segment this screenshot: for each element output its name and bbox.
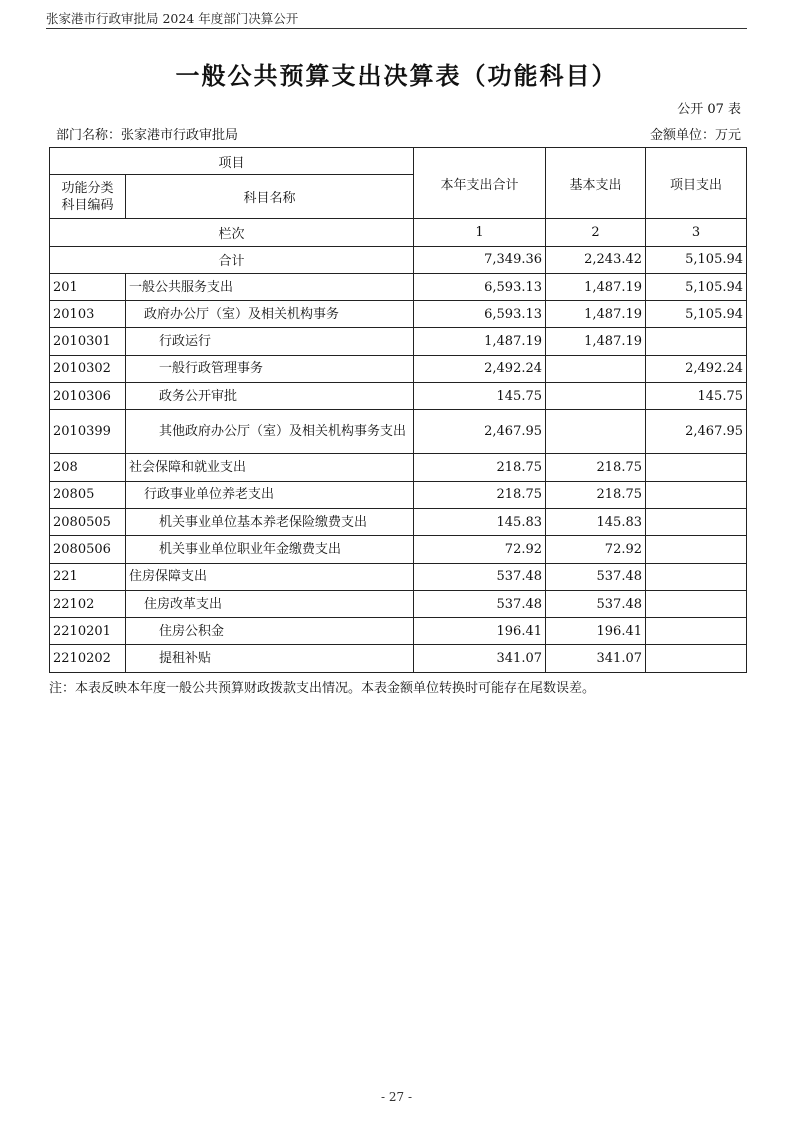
budget-table <box>49 147 747 673</box>
page-number: - 27 - <box>380 1090 412 1104</box>
row-code: 2210201 <box>50 618 126 645</box>
row-code: 2010301 <box>50 328 126 355</box>
form-number: 公开 07 表 <box>677 102 741 117</box>
row-basic: 1,487.19 <box>546 301 646 328</box>
header-code: 功能分类 科目编码 <box>50 175 126 219</box>
row-code: 2010302 <box>50 355 126 382</box>
table-row <box>50 590 747 617</box>
row-basic: 218.75 <box>546 454 646 481</box>
row-project <box>646 454 747 481</box>
table-row <box>50 410 747 454</box>
row-code: 22102 <box>50 590 126 617</box>
total-project: 5,105.94 <box>646 246 747 273</box>
header-col-2: 2 <box>546 219 646 246</box>
table-row <box>50 328 747 355</box>
row-code: 2080506 <box>50 536 126 563</box>
row-total: 196.41 <box>414 618 546 645</box>
row-name: 其他政府办公厅（室）及相关机构事务支出 <box>126 410 414 454</box>
row-total: 72.92 <box>414 536 546 563</box>
table-row <box>50 481 747 508</box>
row-total: 6,593.13 <box>414 273 546 300</box>
table-row <box>50 454 747 481</box>
row-total: 537.48 <box>414 563 546 590</box>
row-basic: 537.48 <box>546 563 646 590</box>
row-total: 145.83 <box>414 508 546 535</box>
row-code: 221 <box>50 563 126 590</box>
row-basic: 341.07 <box>546 645 646 672</box>
row-total: 1,487.19 <box>414 328 546 355</box>
row-code: 2010306 <box>50 383 126 410</box>
amount-unit: 金额单位：万元 <box>649 128 741 143</box>
row-name: 一般公共服务支出 <box>126 273 414 300</box>
row-basic <box>546 355 646 382</box>
table-row <box>50 301 747 328</box>
row-basic <box>546 383 646 410</box>
row-total: 341.07 <box>414 645 546 672</box>
row-name: 政府办公厅（室）及相关机构事务 <box>126 301 414 328</box>
row-total: 218.75 <box>414 454 546 481</box>
total-amount: 7,349.36 <box>414 246 546 273</box>
row-project <box>646 590 747 617</box>
total-basic: 2,243.42 <box>546 246 646 273</box>
row-basic: 218.75 <box>546 481 646 508</box>
header-project: 项目支出 <box>646 148 747 219</box>
row-project: 5,105.94 <box>646 301 747 328</box>
row-name: 行政运行 <box>126 328 414 355</box>
row-name: 住房改革支出 <box>126 590 414 617</box>
row-total: 218.75 <box>414 481 546 508</box>
row-code: 20103 <box>50 301 126 328</box>
row-basic: 537.48 <box>546 590 646 617</box>
meta-row <box>56 124 741 143</box>
row-total: 537.48 <box>414 590 546 617</box>
table-row <box>50 383 747 410</box>
row-code: 2080505 <box>50 508 126 535</box>
row-basic: 1,487.19 <box>546 273 646 300</box>
row-project <box>646 481 747 508</box>
row-project <box>646 563 747 590</box>
total-row <box>50 246 747 273</box>
row-total: 6,593.13 <box>414 301 546 328</box>
row-name: 机关事业单位职业年金缴费支出 <box>126 536 414 563</box>
row-project <box>646 645 747 672</box>
row-basic: 145.83 <box>546 508 646 535</box>
row-project: 2,467.95 <box>646 410 747 454</box>
header-basic: 基本支出 <box>546 148 646 219</box>
row-code: 2010399 <box>50 410 126 454</box>
row-code: 20805 <box>50 481 126 508</box>
header-col-1: 1 <box>414 219 546 246</box>
row-basic: 196.41 <box>546 618 646 645</box>
table-row <box>50 563 747 590</box>
row-name: 机关事业单位基本养老保险缴费支出 <box>126 508 414 535</box>
row-code: 201 <box>50 273 126 300</box>
header-item: 项目 <box>50 148 414 175</box>
header-column-label: 栏次 <box>50 219 414 246</box>
row-basic: 72.92 <box>546 536 646 563</box>
row-code: 208 <box>50 454 126 481</box>
row-project <box>646 508 747 535</box>
row-basic <box>546 410 646 454</box>
row-name: 一般行政管理事务 <box>126 355 414 382</box>
row-name: 提租补贴 <box>126 645 414 672</box>
table-row <box>50 508 747 535</box>
row-project: 5,105.94 <box>646 273 747 300</box>
table-row <box>50 618 747 645</box>
footnote: 注：本表反映本年度一般公共预算财政拨款支出情况。本表金额单位转换时可能存在尾数误差。 <box>49 681 596 696</box>
total-label: 合计 <box>50 246 414 273</box>
row-project: 145.75 <box>646 383 747 410</box>
row-name: 社会保障和就业支出 <box>126 454 414 481</box>
row-name: 住房保障支出 <box>126 563 414 590</box>
table-row <box>50 355 747 382</box>
row-project <box>646 328 747 355</box>
row-project <box>646 618 747 645</box>
table-row <box>50 645 747 672</box>
header-total: 本年支出合计 <box>414 148 546 219</box>
row-name: 行政事业单位养老支出 <box>126 481 414 508</box>
row-total: 2,467.95 <box>414 410 546 454</box>
row-name: 住房公积金 <box>126 618 414 645</box>
row-total: 2,492.24 <box>414 355 546 382</box>
row-name: 政务公开审批 <box>126 383 414 410</box>
row-project <box>646 536 747 563</box>
header-col-3: 3 <box>646 219 747 246</box>
header-rule <box>46 28 747 29</box>
department-name: 部门名称：张家港市行政审批局 <box>56 128 239 143</box>
row-project: 2,492.24 <box>646 355 747 382</box>
table-row <box>50 273 747 300</box>
row-total: 145.75 <box>414 383 546 410</box>
row-code: 2210202 <box>50 645 126 672</box>
row-basic: 1,487.19 <box>546 328 646 355</box>
page-title: 一般公共预算支出决算表（功能科目） <box>175 62 618 90</box>
table-row <box>50 536 747 563</box>
running-header: 张家港市行政审批局 2024 年度部门决算公开 <box>46 11 299 26</box>
header-name: 科目名称 <box>126 175 414 219</box>
